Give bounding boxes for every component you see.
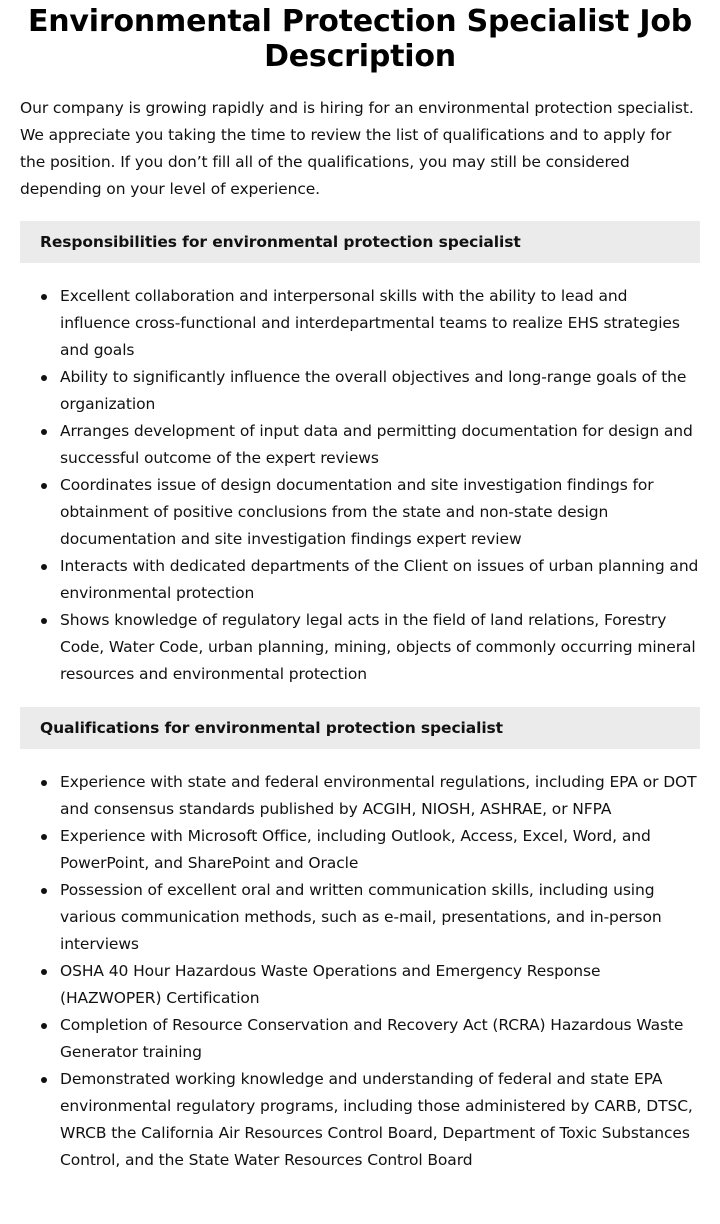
list-item-text: OSHA 40 Hour Hazardous Waste Operations and Emergency Response (HAZWOPER) Certification [60,962,601,1007]
bullet-icon [41,780,47,786]
list-item [20,553,700,607]
list-item-text: Shows knowledge of regulatory legal acts in the field of land relations, Forestry Code, Water Code, urban planning, mining, objects of commonly occurring mineral resources and environmental protection [60,611,696,683]
list-item-text: Coordinates issue of design documentation and site investigation findings for obtainment of positive conclusions from the state and non-state design documentation and site investigation findings expert review [60,476,654,548]
bullet-icon [41,888,47,894]
qualifications-heading: Qualifications for environmental protection specialist [20,707,700,749]
list-item-text: Experience with Microsoft Office, including Outlook, Access, Excel, Word, and PowerPoint, and SharePoint and Oracle [60,827,651,872]
bullet-icon [41,969,47,975]
bullet-icon [41,564,47,570]
list-item [20,364,700,418]
intro-paragraph: Our company is growing rapidly and is hiring for an environmental protection specialist. We appreciate you taking the time to review the list of qualifications and to apply for the position. If you don’t fill all of the qualifications, you may still be considered depending on your level of experience. [20,99,694,198]
list-item-text: Excellent collaboration and interpersonal skills with the ability to lead and influence cross-functional and interdepartmental teams to realize EHS strategies and goals [60,287,680,359]
bullet-icon [41,1077,47,1083]
page-title: Environmental Protection Specialist Job Description [27,4,693,74]
bullet-icon [41,834,47,840]
bullet-icon [41,294,47,300]
list-item-text: Completion of Resource Conservation and Recovery Act (RCRA) Hazardous Waste Generator training [60,1016,684,1061]
list-item-text: Ability to significantly influence the overall objectives and long-range goals of the organization [60,368,687,413]
bullet-icon [41,483,47,489]
responsibilities-heading: Responsibilities for environmental protection specialist [20,221,700,263]
bullet-icon [41,375,47,381]
list-item-text: Possession of excellent oral and written communication skills, including using various communication methods, such as e-mail, presentations, and in-person interviews [60,881,662,953]
responsibilities-list [20,283,700,688]
list-item [20,958,700,1012]
list-item-text: Interacts with dedicated departments of the Client on issues of urban planning and environmental protection [60,557,699,602]
list-item-text: Experience with state and federal environmental regulations, including EPA or DOT and consensus standards published by ACGIH, NIOSH, ASHRAE, or NFPA [60,773,697,818]
bullet-icon [41,618,47,624]
list-item [20,877,700,958]
list-item [20,283,700,364]
list-item [20,607,700,688]
list-item [20,769,700,823]
list-item-text: Demonstrated working knowledge and understanding of federal and state EPA environmental regulatory programs, including those administered by CARB, DTSC, WRCB the California Air Resources Control Board, Department of Toxic Substances Control, and the State Water Resources Control Board [60,1070,693,1169]
list-item [20,823,700,877]
qualifications-list [20,769,700,1174]
list-item-text: Arranges development of input data and permitting documentation for design and successful outcome of the expert reviews [60,422,693,467]
bullet-icon [41,429,47,435]
list-item [20,418,700,472]
list-item [20,472,700,553]
list-item [20,1012,700,1066]
bullet-icon [41,1023,47,1029]
list-item [20,1066,700,1174]
